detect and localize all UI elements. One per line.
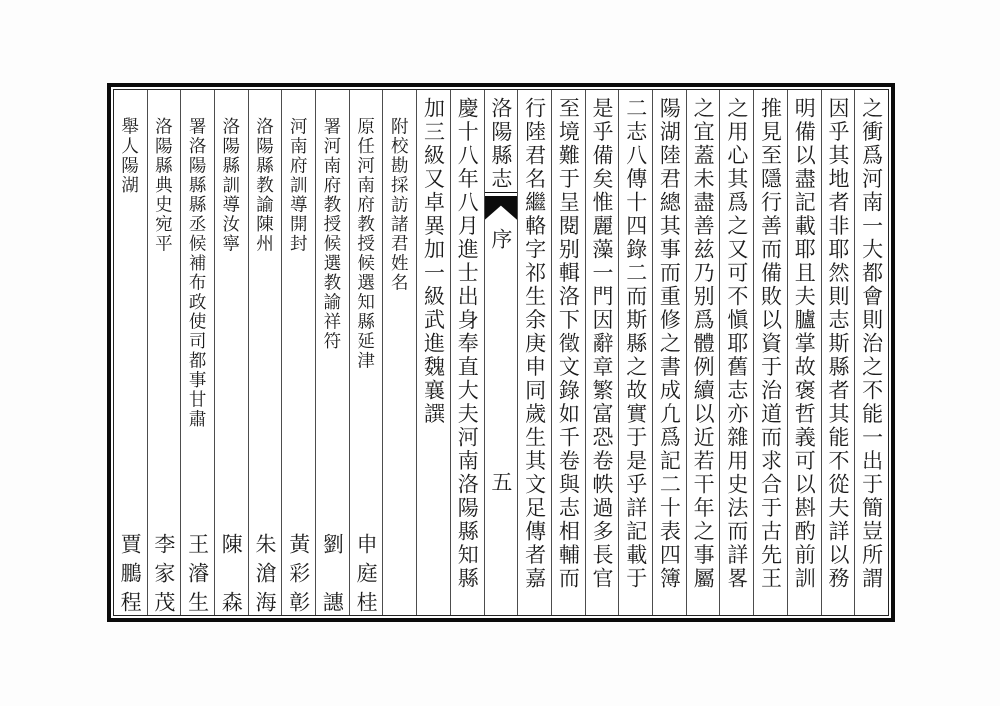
contributor-name: 王濬生 — [185, 533, 210, 620]
contributor-column — [147, 90, 181, 620]
text-column — [787, 90, 821, 615]
contributor-name: 申庭桂 — [354, 533, 379, 620]
text-column — [821, 90, 855, 615]
contributor-title: 洛陽縣訓導汝寧 — [220, 117, 241, 254]
contributor-column — [180, 90, 214, 620]
text-column — [686, 90, 720, 615]
page-outer-border — [107, 83, 895, 622]
folio-number: 五 — [488, 471, 513, 495]
contributor-name: 劉 譓 — [320, 533, 345, 620]
text-column — [450, 90, 484, 615]
column-text: 明備以盡記載耶且夫臚掌故褒哲義可以斟酌前訓 — [792, 97, 817, 591]
contributor-title: 舉人陽湖 — [119, 117, 140, 195]
contributor-name: 陳 森 — [219, 533, 244, 620]
contributor-title: 洛陽縣典史宛平 — [153, 117, 174, 254]
contributor-title: 洛陽縣教諭陳州 — [254, 117, 275, 254]
contributor-column — [214, 90, 248, 620]
text-column — [517, 90, 551, 615]
book-title: 洛陽縣志 — [488, 97, 513, 191]
column-text: 之用心其爲之又可不愼耶舊志亦雜用史法而詳畧 — [724, 97, 749, 591]
contributor-column — [248, 90, 282, 620]
column-text: 是乎備矣惟麗藻一門因辭章繁富恐卷帙過多長官 — [590, 97, 615, 591]
fishtail-rule — [485, 192, 518, 193]
column-text: 至境難于呈閱别輯洛下徵文錄如千卷與志相輔而 — [556, 97, 581, 591]
text-column — [382, 90, 416, 615]
text-column — [719, 90, 753, 615]
column-text: 之衝爲河南一大都會則治之不能一出于簡豈所謂 — [859, 97, 884, 591]
center-column — [484, 90, 518, 615]
contributor-name: 李家茂 — [151, 533, 176, 620]
contributor-column — [349, 90, 383, 620]
contributor-name: 賈鵬程 — [118, 533, 143, 620]
text-column — [551, 90, 585, 615]
text-column — [753, 90, 787, 615]
contributor-title: 署河南府教授候選教諭祥符 — [321, 117, 342, 351]
column-text: 附校勘採訪諸君姓名 — [389, 117, 410, 293]
contributor-title: 署洛陽縣縣丞候補布政使司都事甘肅 — [187, 117, 208, 429]
text-column — [416, 90, 450, 615]
fishtail-icon — [485, 196, 518, 220]
column-text: 二志八傳十四錄二而斯縣之故實于是乎詳記載于 — [623, 97, 648, 591]
contributor-name: 朱滄海 — [252, 533, 277, 620]
contributor-column — [114, 90, 147, 620]
text-column — [652, 90, 686, 615]
contributor-name: 黃彩彰 — [286, 533, 311, 620]
contributor-column — [281, 90, 315, 620]
column-text: 推見至隱行善而備敗以資于治道而求合于古先王 — [758, 97, 783, 591]
text-column — [585, 90, 619, 615]
column-text: 陽湖陸君總其事而重修之書成凢爲記二十表四簿 — [657, 97, 682, 591]
contributor-title: 河南府訓導開封 — [288, 117, 309, 254]
column-text: 行陸君名繼輅字祁生余庚申同歲生其文足傳者嘉 — [522, 97, 547, 591]
section-label: 序 — [488, 228, 513, 252]
column-text: 因乎其地者非耶然則志斯縣者其能不從夫詳以務 — [825, 97, 850, 591]
text-column — [618, 90, 652, 615]
text-columns — [113, 89, 889, 620]
text-column — [854, 90, 888, 615]
contributor-column — [315, 90, 349, 620]
column-text: 之宜蓋未盡善兹乃别爲體例續以近若干年之事屬 — [691, 97, 716, 591]
contributor-title: 原任河南府教授候選知縣延津 — [355, 117, 376, 371]
column-text: 加三級又卓異加一級武進魏襄譔 — [421, 97, 446, 426]
column-text: 慶十八年八月進士出身奉直大夫河南洛陽縣知縣 — [455, 97, 480, 591]
